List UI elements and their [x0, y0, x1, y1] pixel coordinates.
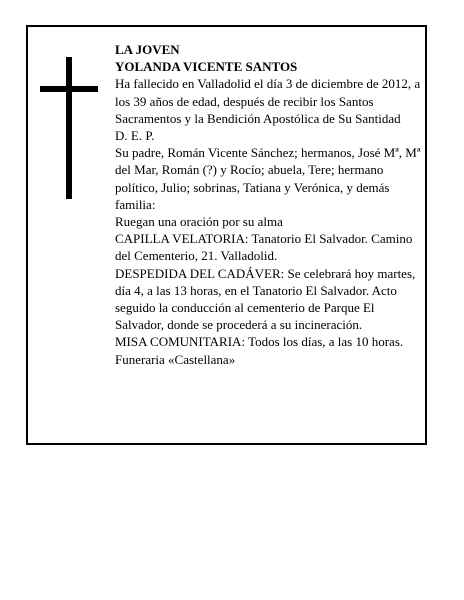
mass-info: MISA COMUNITARIA: Todos los días, a las 10 horas. — [115, 334, 404, 350]
deceased-name: YOLANDA VICENTE SANTOS — [115, 59, 298, 75]
cross-horizontal-bar — [40, 86, 98, 92]
prayer-request: Ruegan una oración por su alma — [115, 214, 283, 230]
obituary-text — [115, 41, 423, 368]
obituary-intro: LA JOVEN — [115, 42, 180, 57]
farewell-info: DESPEDIDA DEL CADÁVER: Se celebrará hoy martes, día 4, a las 13 horas, en el Tanatorio El Salvador. Acto seguido la conducción al cementerio de Parque El Salvador, donde se procederá a su incineración. — [115, 265, 416, 333]
cross-vertical-bar — [66, 57, 72, 199]
death-info: Ha fallecido en Valladolid el día 3 de diciembre de 2012, a los 39 años de edad, después de recibir los Santos Sacramentos y la Bendición Apostólica de Su Santidad — [115, 76, 421, 126]
cross-icon — [40, 57, 98, 199]
funeral-home: Funeraria «Castellana» — [115, 351, 236, 367]
chapel-info: CAPILLA VELATORIA: Tanatorio El Salvador. Camino del Cementerio, 21. Valladolid. — [115, 231, 413, 264]
family-list: Su padre, Román Vicente Sánchez; hermanos, José Mª, Mª del Mar, Román (?) y Rocío; abuela, Tere; hermano político, Julio; sobrinas, Tatiana y Verónica, y demás familia: — [115, 145, 421, 212]
dep-line: D. E. P. — [115, 128, 155, 144]
obituary-notice — [26, 25, 427, 445]
